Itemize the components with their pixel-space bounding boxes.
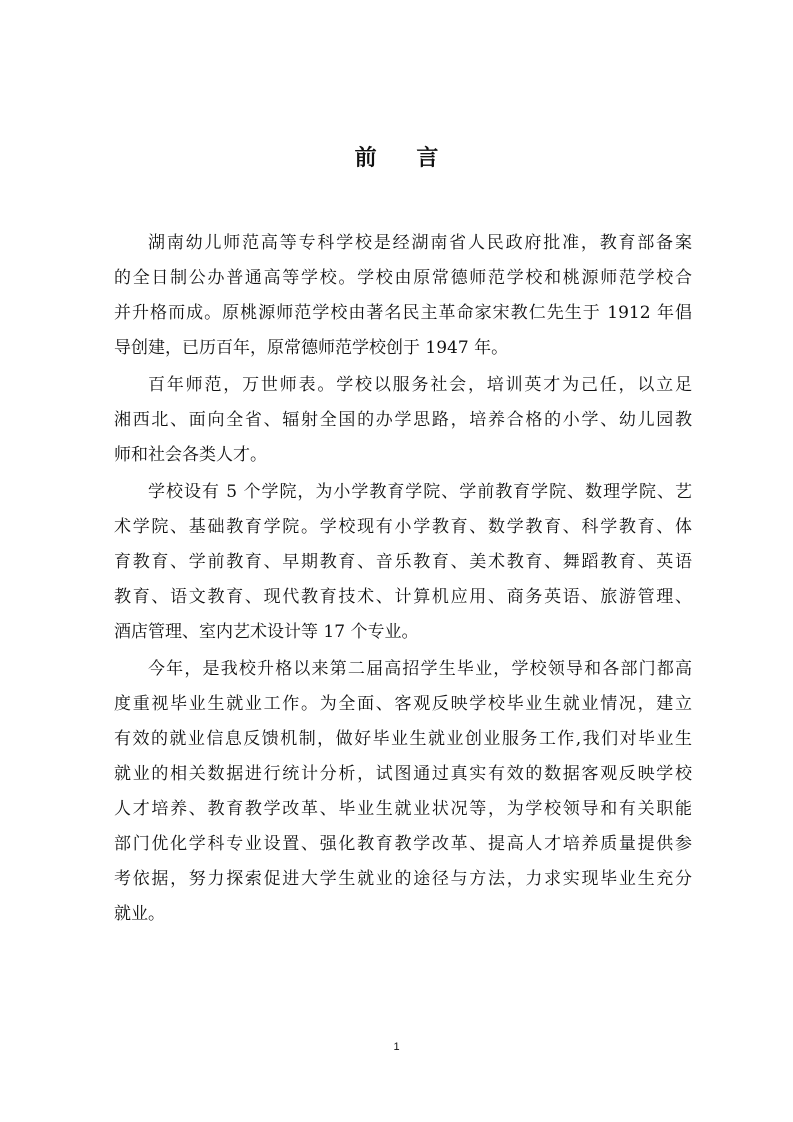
text-line: 湘西北、面向全省、辐射全国的办学思路，培养合格的小学、幼儿园教 — [114, 410, 692, 430]
page-title: 前 言 — [354, 145, 455, 171]
text-line: 的全日制公办普通高等学校。学校由原常德师范学校和桃源师范学校合 — [114, 268, 692, 288]
text-line: 人才培养、教育教学改革、毕业生就业状况等，为学校领导和有关职能 — [114, 799, 692, 819]
text-line: 教育、语文教育、现代教育技术、计算机应用、商务英语、旅游管理、 — [114, 587, 692, 607]
text-line: 就业。 — [114, 904, 165, 924]
text-line: 湖南幼儿师范高等专科学校是经湖南省人民政府批准，教育部备案 — [148, 233, 692, 253]
text-line: 百年师范，万世师表。学校以服务社会，培训英才为己任，以立足 — [148, 375, 692, 395]
paragraph-colleges — [114, 475, 692, 650]
text-line: 今年，是我校升格以来第二届高招学生毕业，学校领导和各部门都高 — [148, 659, 692, 679]
paragraph-employment — [114, 652, 692, 932]
page-number: 1 — [393, 1041, 400, 1053]
text-line: 师和社会各类人才。 — [114, 445, 267, 465]
text-line: 酒店管理、室内艺术设计等 17 个专业。 — [114, 622, 419, 642]
text-line: 部门优化学科专业设置、强化教育教学改革、提高人才培养质量提供参 — [114, 834, 692, 854]
text-line: 度重视毕业生就业工作。为全面、客观反映学校毕业生就业情况，建立 — [114, 694, 692, 714]
text-line: 有效的就业信息反馈机制，做好毕业生就业创业服务工作,我们对毕业生 — [114, 729, 692, 749]
body-text — [114, 226, 692, 932]
text-line: 导创建，已历百年，原常德师范学校创于 1947 年。 — [114, 338, 509, 358]
paragraph-mission — [114, 368, 692, 473]
text-line: 并升格而成。原桃源师范学校由著名民主革命家宋教仁先生于 1912 年倡 — [114, 303, 692, 323]
text-line: 考依据，努力探索促进大学生就业的途径与方法，力求实现毕业生充分 — [114, 869, 692, 889]
text-line: 育教育、学前教育、早期教育、音乐教育、美术教育、舞蹈教育、英语 — [114, 552, 692, 572]
text-line: 就业的相关数据进行统计分析，试图通过真实有效的数据客观反映学校 — [114, 764, 692, 784]
text-line: 术学院、基础教育学院。学校现有小学教育、数学教育、科学教育、体 — [114, 517, 692, 537]
paragraph-intro — [114, 226, 692, 366]
text-line: 学校设有 5 个学院，为小学教育学院、学前教育学院、数理学院、艺 — [148, 482, 692, 502]
